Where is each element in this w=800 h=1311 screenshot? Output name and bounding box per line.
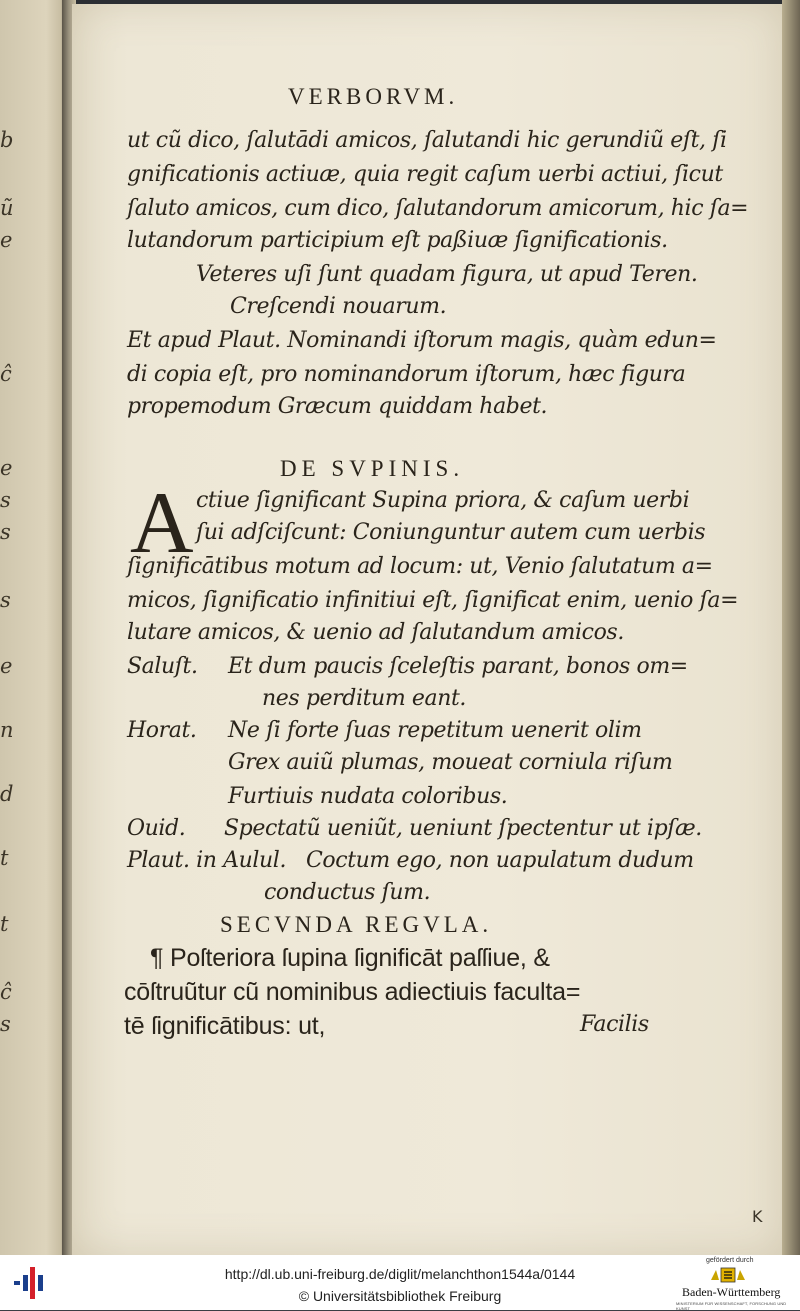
- quote-author: Plaut. in Aulul.: [127, 848, 287, 873]
- facing-page-letter: t: [0, 846, 9, 870]
- section-heading-supinis: DE SVPINIS.: [280, 456, 465, 481]
- text-line: ctiue ſignificant Supina priora, & caſum uerbi: [196, 488, 690, 513]
- catchword: Facilis: [580, 1012, 649, 1037]
- text-line: Creſcendi nouarum.: [230, 294, 447, 319]
- facing-page-letter: s: [0, 1012, 11, 1036]
- facing-page-letter: s: [0, 488, 11, 512]
- text-line: tē ſignificātibus: ut,: [124, 1012, 326, 1040]
- quote-line: conductus ſum.: [264, 880, 431, 905]
- running-head: VERBORVM.: [288, 84, 459, 109]
- facing-page-letter: d: [0, 782, 14, 806]
- text-line: Veteres uſi ſunt quadam figura, ut apud Teren.: [196, 262, 698, 287]
- quote-line: Et dum paucis ſceleſtis parant, bonos om=: [228, 654, 688, 679]
- quote-line: Furtiuis nudata coloribus.: [228, 784, 508, 809]
- sponsor-name: Baden-Württemberg: [682, 1285, 781, 1299]
- text-line: ut cũ dico, ſalutādi amicos, ſalutandi hic gerundiũ eſt, ſi: [127, 128, 727, 153]
- facing-page-letter: s: [0, 588, 11, 612]
- baden-wuerttemberg-crest-icon: [708, 1266, 748, 1284]
- facing-page-letter: s: [0, 520, 11, 544]
- facing-page-letter: t: [0, 912, 9, 936]
- quote-author: Horat.: [127, 718, 197, 743]
- facing-page-letter: ĉ: [0, 980, 12, 1004]
- viewer-footer: [0, 1255, 800, 1310]
- facing-page-letter: e: [0, 654, 13, 678]
- facing-page-letter: e: [0, 228, 13, 252]
- section-heading-regula: SECVNDA REGVLA.: [220, 912, 493, 937]
- facing-page-letter: ĉ: [0, 362, 12, 386]
- facing-page-letter: b: [0, 128, 14, 152]
- text-line: ſui adſciſcunt: Coniunguntur autem cum uerbis: [196, 520, 706, 545]
- text-line: lutare amicos, & uenio ad ſalutandum amicos.: [127, 620, 624, 645]
- text-line: gnificationis actiuæ, quia regit caſum uerbi actiui, ſicut: [127, 162, 723, 187]
- facing-page-margin: [0, 0, 66, 1255]
- quote-line: Grex auiũ plumas, moueat corniula riſum: [228, 750, 673, 775]
- quote-author: Saluſt.: [127, 654, 198, 679]
- text-line: lutandorum participium eſt paßiuæ ſignificationis.: [127, 228, 668, 253]
- text-line: ¶ Poſteriora ſupina ſignificāt paſſiue, &: [150, 944, 550, 972]
- text-line: cōſtruũtur cũ nominibus adiectiuis faculta=: [124, 978, 581, 1006]
- copyright-notice: © Universitätsbibliothek Freiburg: [298, 1288, 502, 1304]
- quote-line: Ne ſi forte ſuas repetitum uenerit olim: [228, 718, 642, 743]
- page-edge: [782, 0, 800, 1255]
- quote-line: Spectatũ ueniũt, ueniunt ſpectentur ut ipſæ.: [224, 816, 702, 841]
- signature-mark: K: [752, 1207, 763, 1226]
- text-line: ſaluto amicos, cum dico, ſalutandorum amicorum, hic ſa=: [127, 196, 749, 221]
- quote-line: Coctum ego, non uapulatum dudum: [306, 848, 694, 873]
- text-line: Et apud Plaut. Nominandi iſtorum magis, quàm edun=: [127, 328, 717, 353]
- text-line: ſignificātibus motum ad locum: ut, Venio ſalutatum a=: [127, 554, 713, 579]
- quote-author: Ouid.: [127, 816, 186, 841]
- text-line: micos, ſignificatio infinitiui eſt, ſignificat enim, uenio ſa=: [127, 588, 739, 613]
- facing-page-letter: ũ: [0, 196, 14, 220]
- text-line: di copia eſt, pro nominandorum iſtorum, hæc figura: [127, 362, 686, 387]
- quote-line: nes perditum eant.: [262, 686, 467, 711]
- facing-page-letter: e: [0, 456, 13, 480]
- facing-page-letter: n: [0, 718, 14, 742]
- sponsor-subtitle: MINISTERIUM FÜR WISSENSCHAFT, FORSCHUNG UND KUNST: [676, 1301, 787, 1311]
- text-line: propemodum Græcum quiddam habet.: [127, 394, 548, 419]
- document-url[interactable]: http://dl.ub.uni-freiburg.de/diglit/melanchthon1544a/0144: [224, 1266, 576, 1282]
- sponsor-label: gefördert durch: [706, 1257, 754, 1264]
- drop-cap: A: [130, 475, 194, 572]
